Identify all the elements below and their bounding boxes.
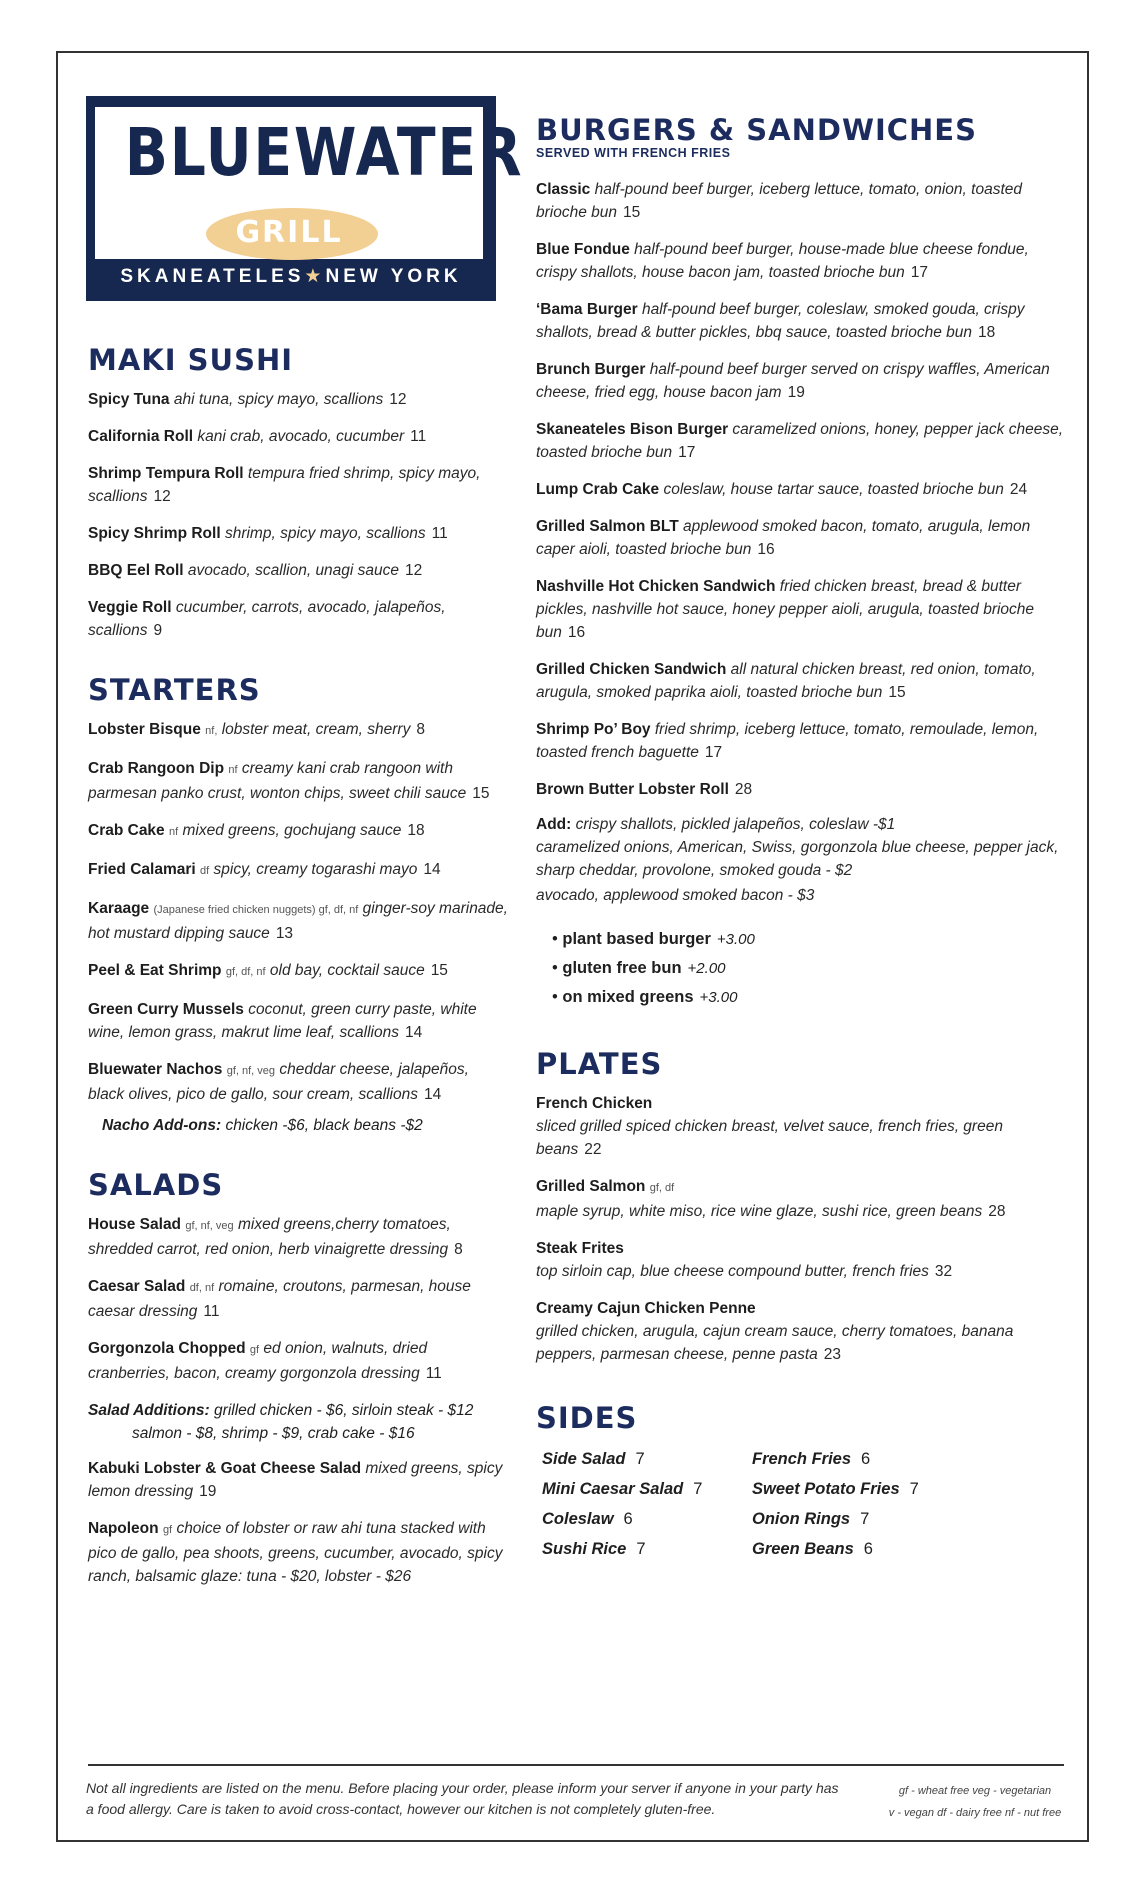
footer-divider bbox=[88, 1764, 1064, 1766]
item-price: 14 bbox=[423, 861, 441, 878]
side-item bbox=[752, 1510, 962, 1529]
menu-item bbox=[88, 1517, 508, 1588]
side-name: Sushi Rice bbox=[542, 1540, 627, 1558]
logo-tagline bbox=[86, 265, 496, 288]
item-description: mixed greens, spicy lemon dressing bbox=[88, 1460, 503, 1500]
item-name: Blue Fondue bbox=[536, 241, 630, 258]
item-description: romaine, croutons, parmesan, house caesar dressing bbox=[88, 1278, 471, 1320]
item-description: sliced grilled spiced chicken breast, velvet sauce, french fries, green beans bbox=[536, 1118, 1003, 1158]
item-name: Steak Frites bbox=[536, 1240, 624, 1257]
logo-wordmark: BLUEWATER bbox=[124, 114, 524, 191]
side-item bbox=[752, 1450, 962, 1469]
menu-item bbox=[536, 418, 1066, 464]
option-price: +2.00 bbox=[687, 960, 726, 977]
item-description: ed onion, walnuts, dried cranberries, bacon, creamy gorgonzola dressing bbox=[88, 1340, 428, 1382]
menu-item bbox=[536, 1092, 1066, 1161]
item-name: Grilled Salmon BLT bbox=[536, 518, 679, 535]
item-description: mixed greens, gochujang sauce bbox=[182, 822, 402, 839]
section-title: PLATES bbox=[536, 1047, 663, 1081]
side-item bbox=[752, 1540, 962, 1559]
item-diet-tags: gf, df bbox=[649, 1182, 675, 1194]
item-price: 11 bbox=[203, 1303, 220, 1320]
burger-options bbox=[536, 925, 1066, 1012]
right-column bbox=[536, 112, 1066, 1559]
nacho-addons-label: Nacho Add-ons: bbox=[102, 1117, 222, 1134]
item-description: kani crab, avocado, cucumber bbox=[197, 428, 405, 445]
menu-item bbox=[88, 1457, 508, 1503]
item-description: avocado, scallion, unagi sauce bbox=[187, 562, 400, 579]
add-line: caramelized onions, American, Swiss, gorgonzola blue cheese, pepper jack, sharp cheddar, provolone, smoked gouda - $2 bbox=[536, 839, 1059, 879]
item-name: Classic bbox=[536, 181, 591, 198]
item-name: Green Curry Mussels bbox=[88, 1001, 244, 1018]
side-name: Side Salad bbox=[542, 1450, 626, 1468]
menu-item bbox=[536, 1175, 1066, 1223]
item-price: 16 bbox=[567, 624, 586, 641]
legend-line: gf - wheat free veg - vegetarian bbox=[898, 1785, 1052, 1797]
option-price: +3.00 bbox=[699, 989, 738, 1006]
item-name: Fried Calamari bbox=[88, 861, 196, 878]
option-name: gluten free bun bbox=[562, 959, 682, 977]
item-price: 23 bbox=[823, 1346, 842, 1363]
plates-section bbox=[536, 1046, 1066, 1366]
item-price: 9 bbox=[153, 622, 163, 639]
side-name: Mini Caesar Salad bbox=[542, 1480, 684, 1498]
sides-list bbox=[536, 1450, 1066, 1559]
menu-item bbox=[88, 1275, 508, 1323]
item-price: 11 bbox=[431, 525, 448, 542]
menu-item bbox=[536, 515, 1066, 561]
section-title: MAKI SUSHI bbox=[88, 343, 294, 377]
item-diet-tags: nf bbox=[228, 764, 238, 776]
section-title: BURGERS & SANDWICHES bbox=[536, 113, 977, 147]
item-price: 15 bbox=[623, 204, 641, 221]
menu-item bbox=[536, 358, 1066, 404]
item-description: old bay, cocktail sauce bbox=[269, 962, 425, 979]
item-price: 19 bbox=[787, 384, 805, 401]
side-item bbox=[542, 1540, 752, 1559]
item-name: Grilled Chicken Sandwich bbox=[536, 661, 727, 678]
item-description: ahi tuna, spicy mayo, scallions bbox=[173, 391, 384, 408]
item-price: 12 bbox=[389, 391, 407, 408]
maki-sushi-section bbox=[88, 342, 508, 642]
salad-additions-line: salmon - $8, shrimp - $9, crab cake - $16 bbox=[132, 1425, 415, 1442]
item-name: Spicy Tuna bbox=[88, 391, 170, 408]
menu-item bbox=[536, 238, 1066, 284]
side-name: Green Beans bbox=[752, 1540, 854, 1558]
item-name: Nashville Hot Chicken Sandwich bbox=[536, 578, 776, 595]
menu-item bbox=[88, 897, 508, 945]
item-description: choice of lobster or raw ahi tuna stacked with pico de gallo, pea shoots, greens, cucumber, avocado, spicy ranch, balsamic glaze: tuna - $20, lobster - $26 bbox=[88, 1520, 503, 1585]
side-price: 6 bbox=[623, 1510, 633, 1528]
option-name: plant based burger bbox=[562, 930, 711, 948]
item-description: spicy, creamy togarashi mayo bbox=[213, 861, 418, 878]
menu-item bbox=[88, 425, 508, 448]
item-description: coconut, green curry paste, white wine, lemon grass, makrut lime leaf, scallions bbox=[88, 1001, 477, 1041]
option-item: • plant based burger +3.00 bbox=[552, 930, 755, 948]
item-price: 18 bbox=[407, 822, 425, 839]
menu-item bbox=[536, 1297, 1066, 1366]
item-diet-tags: nf bbox=[169, 826, 179, 838]
item-description: fried shrimp, iceberg lettuce, tomato, remoulade, lemon, toasted french baguette bbox=[536, 721, 1039, 761]
item-description: caramelized onions, honey, pepper jack cheese, toasted brioche bun bbox=[536, 421, 1064, 461]
menu-item bbox=[88, 1058, 508, 1106]
diet-legend bbox=[880, 1780, 1070, 1824]
menu-item bbox=[88, 462, 508, 508]
item-description: top sirloin cap, blue cheese compound butter, french fries bbox=[536, 1263, 929, 1280]
item-name: Gorgonzola Chopped bbox=[88, 1340, 246, 1357]
item-description: shrimp, spicy mayo, scallions bbox=[224, 525, 426, 542]
item-description: grilled chicken, arugula, cajun cream sauce, cherry tomatoes, banana peppers, parmesan cheese, penne pasta bbox=[536, 1323, 1014, 1363]
salad-additions-line: grilled chicken - $6, sirloin steak - $12 bbox=[214, 1402, 474, 1419]
item-diet-tags: df bbox=[200, 865, 210, 877]
menu-item bbox=[88, 1337, 508, 1385]
salad-additions-label: Salad Additions: bbox=[88, 1402, 210, 1419]
item-description: cheddar cheese, jalapeños, black olives, pico de gallo, sour cream, scallions bbox=[88, 1061, 469, 1103]
menu-item bbox=[536, 778, 1066, 801]
item-price: 18 bbox=[978, 324, 996, 341]
nacho-addons-text: chicken -$6, black beans -$2 bbox=[225, 1117, 423, 1134]
item-name: Shrimp Tempura Roll bbox=[88, 465, 244, 482]
menu-item bbox=[88, 998, 508, 1044]
menu-item bbox=[88, 559, 508, 582]
menu-item bbox=[536, 478, 1066, 501]
item-name: Shrimp Po’ Boy bbox=[536, 721, 651, 738]
item-description: half-pound beef burger served on crispy waffles, American cheese, fried egg, house bacon jam bbox=[536, 361, 1050, 401]
menu-item bbox=[88, 959, 508, 984]
side-item bbox=[542, 1480, 752, 1499]
item-price: 17 bbox=[910, 264, 929, 281]
menu-item bbox=[536, 575, 1066, 644]
side-price: 7 bbox=[909, 1480, 919, 1498]
side-price: 7 bbox=[860, 1510, 870, 1528]
item-price: 15 bbox=[888, 684, 906, 701]
menu-item bbox=[536, 718, 1066, 764]
item-price: 15 bbox=[472, 785, 490, 802]
salads-list bbox=[88, 1213, 508, 1385]
section-title: STARTERS bbox=[88, 673, 261, 707]
item-name: Brunch Burger bbox=[536, 361, 646, 378]
menu-item bbox=[536, 658, 1066, 704]
item-price: 14 bbox=[423, 1086, 442, 1103]
item-name: Skaneateles Bison Burger bbox=[536, 421, 729, 438]
item-name: Spicy Shrimp Roll bbox=[88, 525, 221, 542]
option-item: • gluten free bun +2.00 bbox=[552, 959, 726, 977]
option-item: • on mixed greens +3.00 bbox=[552, 988, 738, 1006]
item-diet-tags: (Japanese fried chicken nuggets) gf, df, nf bbox=[153, 904, 359, 916]
nacho-addons bbox=[88, 1114, 508, 1137]
item-name: Karaage bbox=[88, 900, 150, 917]
menu-item bbox=[88, 718, 508, 743]
item-description: mixed greens,cherry tomatoes, shredded carrot, red onion, herb vinaigrette dressing bbox=[88, 1216, 451, 1258]
side-name: Onion Rings bbox=[752, 1510, 851, 1528]
item-diet-tags: gf, df, nf bbox=[225, 966, 266, 978]
item-price: 17 bbox=[704, 744, 723, 761]
item-name: Peel & Eat Shrimp bbox=[88, 962, 222, 979]
section-title: SIDES bbox=[536, 1401, 638, 1435]
section-title: SALADS bbox=[88, 1168, 224, 1202]
item-name: Crab Rangoon Dip bbox=[88, 760, 225, 777]
allergy-note: Not all ingredients are listed on the menu. Before placing your order, please inform your server if anyone in your party has a food allergy. Care is taken to avoid cross-contact, however our kitchen is not completely gluten-free. bbox=[86, 1780, 839, 1817]
menu-item bbox=[88, 388, 508, 411]
item-description: cucumber, carrots, avocado, jalapeños, scallions bbox=[88, 599, 446, 639]
maki-list bbox=[88, 388, 508, 642]
option-price: +3.00 bbox=[716, 931, 755, 948]
item-name: California Roll bbox=[88, 428, 194, 445]
starters-list bbox=[88, 718, 508, 1106]
item-name: Kabuki Lobster & Goat Cheese Salad bbox=[88, 1460, 362, 1477]
item-description: all natural chicken breast, red onion, tomato, arugula, smoked paprika aioli, toasted brioche bun bbox=[536, 661, 1036, 701]
item-description: creamy kani crab rangoon with parmesan panko crust, wonton chips, sweet chili sauce bbox=[88, 760, 467, 802]
item-price: 32 bbox=[934, 1263, 953, 1280]
item-name: Grilled Salmon bbox=[536, 1178, 646, 1195]
add-label: Add: bbox=[536, 816, 572, 833]
item-price: 12 bbox=[405, 562, 423, 579]
item-price: 11 bbox=[410, 428, 427, 445]
item-description: lobster meat, cream, sherry bbox=[221, 721, 411, 738]
item-diet-tags: nf, bbox=[205, 725, 218, 737]
side-name: Sweet Potato Fries bbox=[752, 1480, 900, 1498]
sides-section bbox=[536, 1400, 1066, 1559]
starters-section bbox=[88, 672, 508, 1137]
logo-panel bbox=[95, 107, 524, 259]
add-line: crispy shallots, pickled jalapeños, coleslaw -$1 bbox=[575, 816, 896, 833]
item-description: fried chicken breast, bread & butter pickles, nashville hot sauce, honey pepper aioli, arugula, toasted brioche bun bbox=[536, 578, 1035, 641]
item-name: Crab Cake bbox=[88, 822, 165, 839]
item-name: Lump Crab Cake bbox=[536, 481, 660, 498]
item-diet-tags: gf bbox=[162, 1524, 173, 1536]
side-name: French Fries bbox=[752, 1450, 852, 1468]
item-description: half-pound beef burger, iceberg lettuce, tomato, onion, toasted brioche bun bbox=[536, 181, 1023, 221]
logo-tagline-town: SKANEATELES bbox=[120, 266, 305, 287]
item-description: coleslaw, house tartar sauce, toasted brioche bun bbox=[663, 481, 1004, 498]
item-name: House Salad bbox=[88, 1216, 182, 1233]
side-name: Coleslaw bbox=[542, 1510, 614, 1528]
item-name: Bluewater Nachos bbox=[88, 1061, 223, 1078]
side-price: 6 bbox=[861, 1450, 871, 1468]
side-price: 6 bbox=[863, 1540, 873, 1558]
item-name: Creamy Cajun Chicken Penne bbox=[536, 1300, 756, 1317]
bluewater-grill-logo bbox=[86, 96, 524, 301]
logo-grill-text: GRILL bbox=[235, 215, 343, 250]
left-column bbox=[88, 342, 508, 1588]
menu-item bbox=[536, 1237, 1066, 1283]
item-price: 24 bbox=[1009, 481, 1028, 498]
add-line: avocado, applewood smoked bacon - $3 bbox=[536, 887, 815, 904]
item-name: Brown Butter Lobster Roll bbox=[536, 781, 729, 798]
menu-item bbox=[88, 596, 508, 642]
item-price: 12 bbox=[153, 488, 171, 505]
section-subtitle: SERVED WITH FRENCH FRIES bbox=[536, 146, 731, 160]
item-price: 13 bbox=[275, 925, 294, 942]
item-description: half-pound beef burger, house-made blue cheese fondue, crispy shallots, house bacon jam, toasted brioche bun bbox=[536, 241, 1029, 281]
salads-section bbox=[88, 1167, 508, 1588]
item-name: Caesar Salad bbox=[88, 1278, 186, 1295]
item-price: 8 bbox=[416, 721, 425, 738]
logo-tagline-state: NEW YORK bbox=[325, 266, 462, 287]
burgers-list bbox=[536, 178, 1066, 801]
side-item bbox=[752, 1480, 962, 1499]
side-price: 7 bbox=[636, 1540, 646, 1558]
side-item bbox=[542, 1450, 752, 1469]
item-price: 8 bbox=[454, 1241, 463, 1258]
item-price: 19 bbox=[199, 1483, 217, 1500]
item-diet-tags: gf bbox=[249, 1344, 260, 1356]
item-price: 15 bbox=[430, 962, 448, 979]
salads-list-more bbox=[88, 1457, 508, 1588]
option-name: on mixed greens bbox=[562, 988, 694, 1006]
menu-item bbox=[536, 298, 1066, 344]
plates-list bbox=[536, 1092, 1066, 1366]
item-description: tempura fried shrimp, spicy mayo, scallions bbox=[88, 465, 481, 505]
menu-item bbox=[536, 178, 1066, 224]
item-name: Lobster Bisque bbox=[88, 721, 201, 738]
menu-item bbox=[88, 757, 508, 805]
menu-item bbox=[88, 522, 508, 545]
item-price: 11 bbox=[425, 1365, 442, 1382]
item-diet-tags: gf, nf, veg bbox=[226, 1065, 276, 1077]
item-description: half-pound beef burger, coleslaw, smoked gouda, crispy shallots, bread & butter pickles, bbq sauce, toasted brioche bun bbox=[536, 301, 1025, 341]
item-name: ‘Bama Burger bbox=[536, 301, 638, 318]
item-diet-tags: gf, nf, veg bbox=[185, 1220, 234, 1232]
side-price: 7 bbox=[635, 1450, 645, 1468]
item-diet-tags: df, nf bbox=[189, 1282, 215, 1294]
item-name: French Chicken bbox=[536, 1095, 653, 1112]
item-price: 28 bbox=[734, 781, 753, 798]
item-name: Veggie Roll bbox=[88, 599, 172, 616]
salad-additions bbox=[88, 1399, 508, 1445]
item-price: 16 bbox=[757, 541, 775, 558]
legend-line: v - vegan df - dairy free nf - nut free bbox=[888, 1807, 1062, 1819]
item-price: 17 bbox=[678, 444, 696, 461]
menu-item bbox=[88, 1213, 508, 1261]
item-description: applewood smoked bacon, tomato, arugula, lemon caper aioli, toasted brioche bun bbox=[536, 518, 1031, 558]
item-name: BBQ Eel Roll bbox=[88, 562, 184, 579]
item-price: 22 bbox=[584, 1141, 602, 1158]
burger-addons bbox=[536, 813, 1066, 836]
side-price: 7 bbox=[693, 1480, 703, 1498]
item-name: Napoleon bbox=[88, 1520, 159, 1537]
item-description: ginger-soy marinade, hot mustard dipping sauce bbox=[88, 900, 508, 942]
menu-item bbox=[88, 858, 508, 883]
burgers-section bbox=[536, 112, 1066, 1012]
side-item bbox=[542, 1510, 752, 1529]
item-price: 14 bbox=[404, 1024, 423, 1041]
item-price: 28 bbox=[988, 1203, 1006, 1220]
item-description: maple syrup, white miso, rice wine glaze, sushi rice, green beans bbox=[536, 1203, 983, 1220]
star-icon: ★ bbox=[304, 266, 326, 287]
menu-item bbox=[88, 819, 508, 844]
